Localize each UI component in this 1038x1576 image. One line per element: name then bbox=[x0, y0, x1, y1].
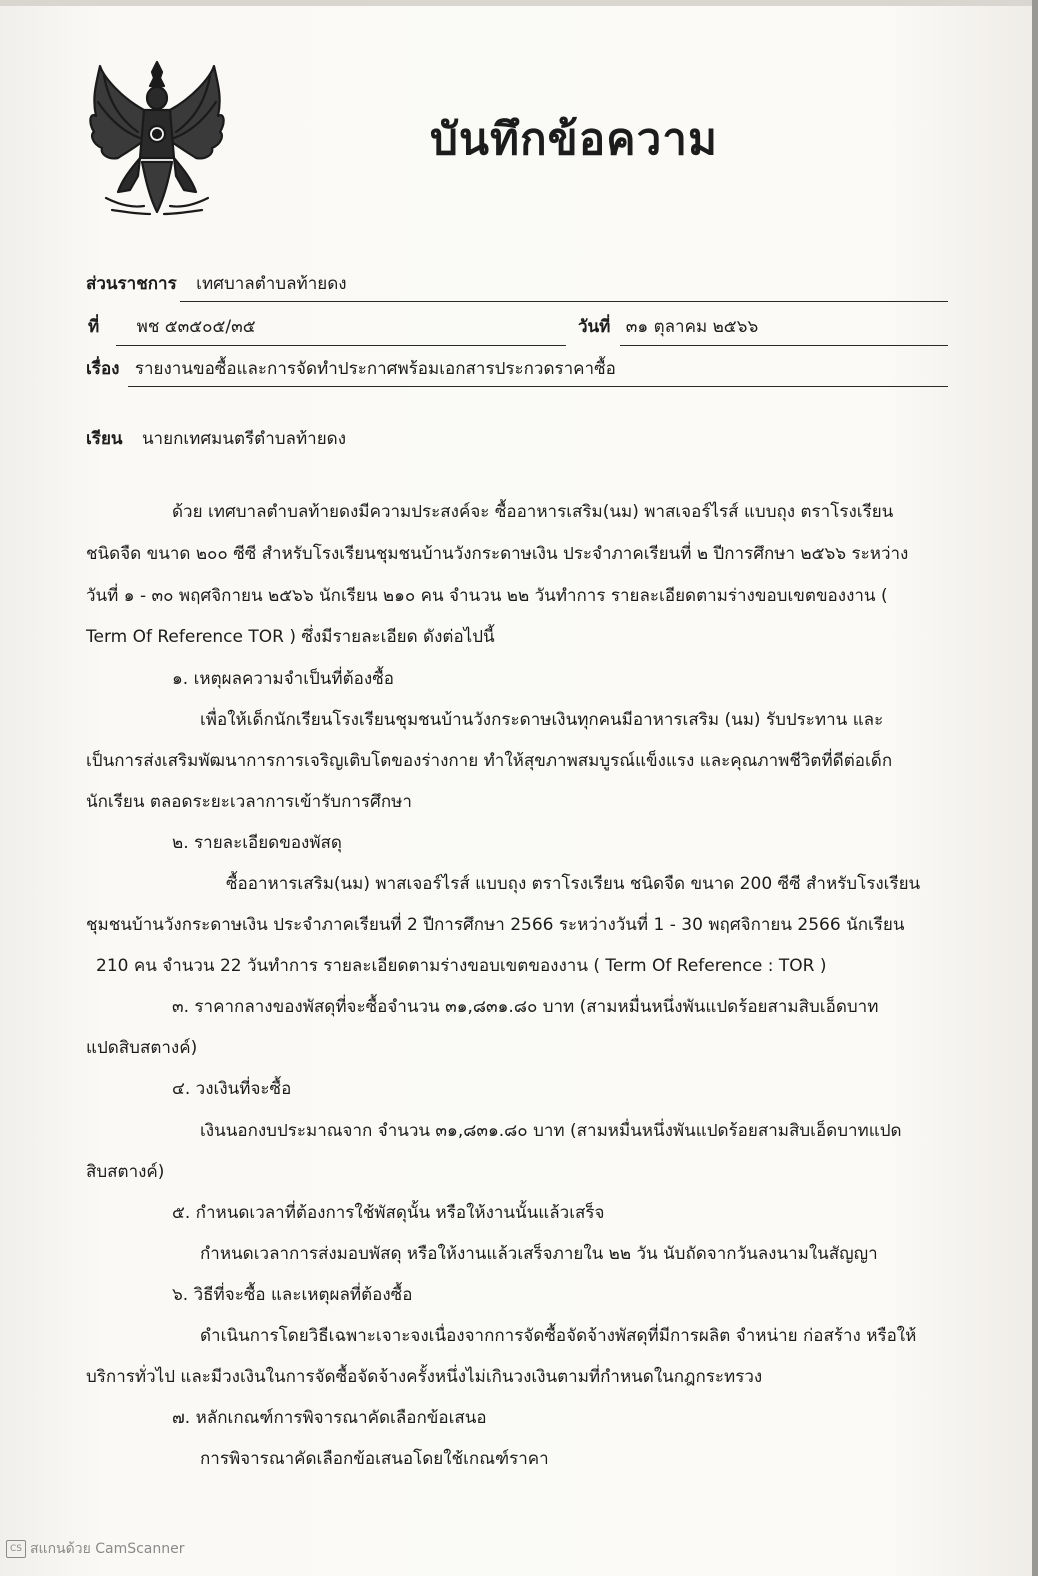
body-line: วันที่ ๑ - ๓๐ พฤศจิกายน ๒๕๖๖ นักเรียน ๒๑๐ คน จำนวน ๒๒ วันทำการ รายละเอียดตามร่างขอบเขตของงาน ( bbox=[86, 586, 888, 606]
department-row bbox=[86, 270, 347, 297]
body-line: นักเรียน ตลอดระยะเวลาการเข้ารับการศึกษา bbox=[86, 792, 412, 812]
body-line: ชนิดจืด ขนาด ๒๐๐ ซีซี สำหรับโรงเรียนชุมชนบ้านวังกระดาษเงิน ประจำภาคเรียนที่ ๒ ปีการศึกษา ๒๕๖๖ ระหว่าง bbox=[86, 544, 909, 564]
camscanner-footer bbox=[6, 1538, 185, 1560]
subject-label: เรื่อง bbox=[86, 359, 120, 379]
section-heading: ๖. วิธีที่จะซื้อ และเหตุผลที่ต้องซื้อ bbox=[172, 1285, 413, 1305]
section-heading: ๔. วงเงินที่จะซื้อ bbox=[172, 1079, 292, 1099]
body-line: บริการทั่วไป และมีวงเงินในการจัดซื้อจัดจ้างครั้งหนึ่งไม่เกินวงเงินตามที่กำหนดในกฎกระทรวง bbox=[86, 1367, 763, 1387]
body-line: แปดสิบสตางค์) bbox=[86, 1038, 198, 1058]
scan-right-edge bbox=[1032, 0, 1038, 1576]
subject-row bbox=[86, 355, 616, 382]
document-title: บันทึกข้อความ bbox=[430, 114, 719, 165]
subject-underline bbox=[128, 386, 948, 387]
scan-top-edge bbox=[0, 0, 1038, 6]
date-underline bbox=[620, 345, 948, 346]
reference-value: พช ๕๓๕๐๕/๓๕ bbox=[136, 317, 256, 337]
body-line: สิบสตางค์) bbox=[86, 1162, 165, 1182]
body-line: เพื่อให้เด็กนักเรียนโรงเรียนชุมชนบ้านวังกระดาษเงินทุกคนมีอาหารเสริม (นม) รับประทาน และ bbox=[200, 710, 884, 730]
body-line: กำหนดเวลาการส่งมอบพัสดุ หรือให้งานแล้วเสร็จภายใน ๒๒ วัน นับถัดจากวันลงนามในสัญญา bbox=[200, 1244, 878, 1264]
body-line: เงินนอกงบประมาณจาก จำนวน ๓๑,๘๓๑.๘๐ บาท (สามหมื่นหนึ่งพันแปดร้อยสามสิบเอ็ดบาทแปด bbox=[200, 1121, 902, 1141]
section-heading: ๓. ราคากลางของพัสดุที่จะซื้อจำนวน ๓๑,๘๓๑.๘๐ บาท (สามหมื่นหนึ่งพันแปดร้อยสามสิบเอ็ดบาท bbox=[172, 997, 879, 1017]
subject-value: รายงานขอซื้อและการจัดทำประกาศพร้อมเอกสารประกวดราคาซื้อ bbox=[134, 359, 616, 379]
section-heading: ๗. หลักเกณฑ์การพิจารณาคัดเลือกข้อเสนอ bbox=[172, 1408, 487, 1428]
garuda-emblem-icon bbox=[82, 58, 232, 218]
section-heading: ๕. กำหนดเวลาที่ต้องการใช้พัสดุนั้น หรือให้งานนั้นแล้วเสร็จ bbox=[172, 1203, 605, 1223]
department-value: เทศบาลตำบลท้ายดง bbox=[196, 274, 347, 294]
reference-row bbox=[88, 313, 256, 340]
body-line: ด้วย เทศบาลตำบลท้ายดงมีความประสงค์จะ ซื้ออาหารเสริม(นม) พาสเจอร์ไรส์ แบบถุง ตราโรงเรียน bbox=[172, 502, 894, 522]
department-label: ส่วนราชการ bbox=[86, 274, 177, 294]
body-line: 210 คน จำนวน 22 วันทำการ รายละเอียดตามร่างขอบเขตของงาน ( Term Of Reference : TOR ) bbox=[96, 956, 827, 976]
body-line: ดำเนินการโดยวิธีเฉพาะเจาะจงเนื่องจากการจัดซื้อจัดจ้างพัสดุที่มีการผลิต จำหน่าย ก่อสร้าง หรือให้ bbox=[200, 1326, 917, 1346]
body-line: ซื้ออาหารเสริม(นม) พาสเจอร์ไรส์ แบบถุง ตราโรงเรียน ชนิดจืด ขนาด 200 ซีซี สำหรับโรงเรียน bbox=[226, 874, 921, 894]
addressee-row bbox=[86, 425, 346, 452]
body-line: การพิจารณาคัดเลือกข้อเสนอโดยใช้เกณฑ์ราคา bbox=[200, 1449, 549, 1469]
camscanner-text: สแกนด้วย CamScanner bbox=[30, 1541, 185, 1557]
addressee-value: นายกเทศมนตรีตำบลท้ายดง bbox=[141, 429, 347, 449]
section-heading: ๑. เหตุผลความจำเป็นที่ต้องซื้อ bbox=[172, 669, 394, 689]
camscanner-logo-icon: CS bbox=[6, 1540, 26, 1558]
addressee-label: เรียน bbox=[86, 429, 123, 449]
date-label: วันที่ bbox=[578, 317, 611, 337]
date-value: ๓๑ ตุลาคม ๒๕๖๖ bbox=[625, 317, 759, 337]
reference-label: ที่ bbox=[88, 317, 100, 337]
reference-underline bbox=[116, 345, 566, 346]
body-line: เป็นการส่งเสริมพัฒนาการการเจริญเติบโตของร่างกาย ทำให้สุขภาพสมบูรณ์แข็งแรง และคุณภาพชีวิตที่ดีต่อเด็ก bbox=[86, 751, 893, 771]
body-line: ชุมชนบ้านวังกระดาษเงิน ประจำภาคเรียนที่ 2 ปีการศึกษา 2566 ระหว่างวันที่ 1 - 30 พฤศจิกายน 2566 นักเรียน bbox=[86, 915, 905, 935]
department-underline bbox=[180, 301, 948, 302]
date-row bbox=[578, 313, 758, 340]
body-line: Term Of Reference TOR ) ซึ่งมีรายละเอียด ดังต่อไปนี้ bbox=[86, 627, 495, 647]
section-heading: ๒. รายละเอียดของพัสดุ bbox=[172, 833, 342, 853]
